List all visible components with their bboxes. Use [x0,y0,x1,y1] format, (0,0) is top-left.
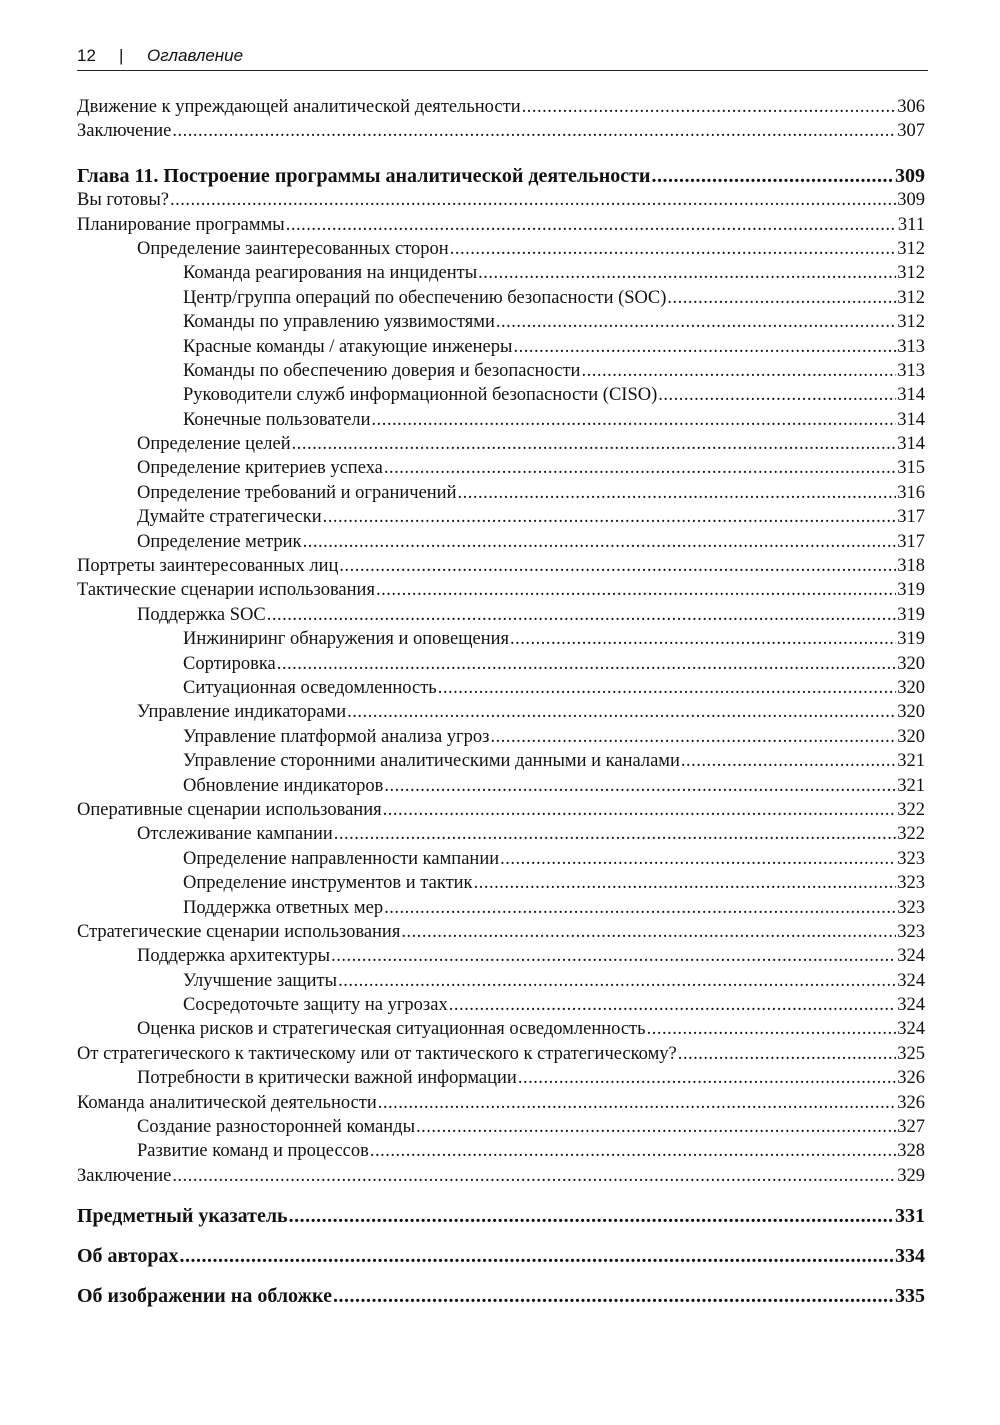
dot-leader [681,749,896,773]
toc-entry[interactable] [77,871,925,895]
toc-entry-page: 309 [897,190,925,211]
toc-entry-title: Команда аналитической деятельности [77,1092,377,1113]
dot-leader [438,676,897,700]
dot-leader [376,578,896,602]
toc-entry-page: 324 [897,995,925,1016]
toc-entry-page: 316 [897,482,925,503]
toc-entry-title: Поддержка ответных мер [183,897,384,918]
toc-entry-page: 319 [897,580,925,601]
dot-leader [522,95,897,119]
running-header [77,44,928,71]
toc-entry[interactable] [77,847,925,871]
toc-entry-page: 315 [897,458,925,479]
toc-entry-page: 324 [897,946,925,967]
toc-entry[interactable] [77,286,925,310]
toc-entry[interactable] [77,408,925,432]
toc-entry-title: Конечные пользователи [183,409,371,430]
toc-entry[interactable] [77,822,925,846]
toc-entry-page: 321 [897,775,925,796]
page-number: 12 [77,46,96,65]
toc-entry-page: 324 [897,1019,925,1040]
toc-entry-page: 327 [897,1117,925,1138]
toc-entry-title: Планирование программы [77,214,285,235]
dot-leader [474,871,897,895]
dot-leader [581,359,896,383]
toc-entry-page: 326 [897,1068,925,1089]
toc-entry[interactable] [77,261,925,285]
toc-entry-page: 313 [897,360,925,381]
toc-entry-page: 324 [897,970,925,991]
toc-entry-page: 326 [897,1092,925,1113]
toc-entry[interactable] [77,530,925,554]
toc-entry-title: Определение требований и ограничений [137,482,457,503]
toc-entry[interactable] [77,1091,925,1115]
dot-leader [510,627,896,651]
toc-entry-page: 312 [897,287,925,308]
toc-entry[interactable] [77,603,925,627]
toc-entry-title: Поддержка SOC [137,604,266,625]
toc-entry-title: Обновление индикаторов [183,775,384,796]
toc-entry-page: 319 [897,604,925,625]
toc-entry[interactable] [77,1139,925,1163]
dot-leader [378,1091,896,1115]
dot-leader [370,1139,896,1163]
dot-leader [651,164,894,188]
dot-leader [338,969,896,993]
toc-entry-page: 320 [897,726,925,747]
toc-entry-page: 319 [897,629,925,650]
toc-entry-page: 323 [897,921,925,942]
toc-entry-title: Определение заинтересованных сторон [137,238,449,259]
toc-entry[interactable] [77,652,925,676]
toc-entry-title: Поддержка архитектуры [137,946,331,967]
toc-entry[interactable] [77,1164,925,1188]
toc-entry[interactable] [77,627,925,651]
toc-entry[interactable] [77,237,925,261]
toc-entry-page: 317 [897,531,925,552]
toc-entry-title: Центр/группа операций по обеспечению безопасности (SOC) [183,287,667,308]
dot-leader [500,847,896,871]
dot-leader [347,700,896,724]
toc-chapter-entry[interactable] [77,164,925,188]
dot-leader [334,822,896,846]
toc-entry[interactable] [77,554,925,578]
dot-leader [333,1284,894,1308]
toc-entry[interactable] [77,920,925,944]
toc-entry-title: Команды по обеспечению доверия и безопасности [183,360,581,381]
toc-entry-page: 312 [897,263,925,284]
dot-leader [384,896,896,920]
toc-entry-title: Определение критериев успеха [137,458,383,479]
toc-entry-title: Тактические сценарии использования [77,580,375,601]
toc-entry[interactable] [77,310,925,334]
toc-entry[interactable] [77,505,925,529]
toc-entry-page: 318 [897,556,925,577]
toc-entry[interactable] [77,432,925,456]
toc-entry-page: 306 [897,97,925,117]
toc-entry-page: 311 [897,214,925,235]
toc-entry[interactable] [77,359,925,383]
toc-entry[interactable] [77,119,925,143]
table-of-contents [77,95,925,1310]
dot-leader [292,432,897,456]
toc-entry[interactable] [77,578,925,602]
toc-entry[interactable] [77,700,925,724]
dot-leader [478,261,896,285]
dot-leader [286,213,897,237]
toc-entry-page: 317 [897,507,925,528]
toc-major-entry[interactable] [77,1244,925,1270]
toc-entry-title: Команды по управлению уязвимостями [183,312,495,333]
dot-leader [384,774,896,798]
dot-leader [267,603,897,627]
dot-leader [458,481,897,505]
toc-entry-title: Определение инструментов и тактик [183,873,473,894]
toc-entry[interactable] [77,944,925,968]
toc-entry-title: Потребности в критически важной информации [137,1068,517,1089]
toc-entry-title: Управление индикаторами [137,702,347,723]
toc-entry-page: 309 [895,164,925,187]
toc-entry[interactable] [77,188,925,212]
toc-entry[interactable] [77,725,925,749]
toc-entry-title: Команда реагирования на инциденты [183,263,478,284]
toc-entry-title: Красные команды / атакующие инженеры [183,336,513,357]
toc-entry-title: Предметный указатель [77,1205,288,1228]
toc-entry[interactable] [77,798,925,822]
dot-leader [401,920,896,944]
dot-leader [172,1164,896,1188]
dot-leader [513,335,896,359]
toc-entry-title: Стратегические сценарии использования [77,921,401,942]
dot-leader [323,505,897,529]
toc-entry-title: Создание разносторонней команды [137,1117,416,1138]
toc-entry-page: 320 [897,702,925,723]
toc-entry[interactable] [77,95,925,119]
toc-entry[interactable] [77,481,925,505]
toc-entry-title: Заключение [77,121,172,142]
toc-entry-page: 323 [897,848,925,869]
toc-entry-page: 328 [897,1141,925,1162]
toc-entry-title: Управление платформой анализа угроз [183,726,490,747]
dot-leader [277,652,897,676]
toc-entry-page: 313 [897,336,925,357]
dot-leader [518,1066,896,1090]
toc-entry[interactable] [77,1017,925,1041]
toc-entry-title: Сортировка [183,653,276,674]
toc-entry-title: Отслеживание кампании [137,824,333,845]
dot-leader [170,188,896,212]
toc-entry[interactable] [77,774,925,798]
toc-entry-title: Определение направленности кампании [183,848,500,869]
toc-entry-page: 322 [897,799,925,820]
toc-entry[interactable] [77,1042,925,1066]
toc-entry[interactable] [77,1066,925,1090]
dot-leader [416,1115,896,1139]
toc-entry[interactable] [77,335,925,359]
toc-major-entry[interactable] [77,1284,925,1310]
toc-entry[interactable] [77,213,925,237]
toc-entry-page: 325 [897,1043,925,1064]
toc-entry-title: Думайте стратегически [137,507,322,528]
toc-entry-title: Оперативные сценарии использования [77,799,382,820]
toc-entry-page: 312 [897,312,925,333]
toc-entry-page: 314 [897,385,925,406]
toc-entry[interactable] [77,896,925,920]
toc-entry-page: 314 [897,409,925,430]
toc-entry-page: 331 [895,1205,925,1228]
toc-entry-title: Оценка рисков и стратегическая ситуационная осведомленность [137,1019,646,1040]
toc-entry-page: 329 [897,1165,925,1186]
header-separator: | [119,46,124,65]
toc-entry-title: Руководители служб информационной безопасности (CISO) [183,385,658,406]
toc-entry-page: 312 [897,238,925,259]
toc-entry[interactable] [77,383,925,407]
toc-entry-page: 314 [897,434,925,455]
toc-entry-title: Определение метрик [137,531,302,552]
toc-entry-page: 322 [897,824,925,845]
toc-entry[interactable] [77,749,925,773]
toc-entry-page: 334 [895,1245,925,1268]
dot-leader [303,530,897,554]
dot-leader [289,1204,894,1228]
toc-entry-page: 320 [897,653,925,674]
dot-leader [667,286,896,310]
toc-entry-title: Инжиниринг обнаружения и оповещения [183,629,510,650]
dot-leader [384,456,896,480]
dot-leader [449,993,897,1017]
dot-leader [496,310,896,334]
toc-entry[interactable] [77,456,925,480]
dot-leader [339,554,896,578]
toc-entry-title: От стратегического к тактическому или от тактического к стратегическому? [77,1043,677,1064]
dot-leader [450,237,897,261]
toc-entry-title: Заключение [77,1165,172,1186]
dot-leader [647,1017,897,1041]
toc-entry-title: Сосредоточьте защиту на угрозах [183,995,448,1016]
toc-entry-title: Улучшение защиты [183,970,338,991]
dot-leader [678,1042,897,1066]
toc-entry-title: Об авторах [77,1245,179,1268]
dot-leader [658,383,896,407]
toc-entry[interactable] [77,993,925,1017]
dot-leader [490,725,896,749]
toc-entry-title: Развитие команд и процессов [137,1141,369,1162]
toc-entry-title: Портреты заинтересованных лиц [77,556,339,577]
dot-leader [371,408,896,432]
toc-entry-page: 307 [897,121,925,142]
toc-entry-page: 321 [897,751,925,772]
toc-entry-title: Глава 11. Построение программы аналитической деятельности [77,164,651,187]
dot-leader [180,1244,894,1268]
toc-entry-title: Определение целей [137,434,291,455]
toc-entry-title: Вы готовы? [77,190,169,211]
toc-entry-title: Движение к упреждающей аналитической деятельности [77,97,521,117]
toc-entry[interactable] [77,676,925,700]
dot-leader [331,944,896,968]
dot-leader [383,798,897,822]
toc-entry-page: 323 [897,873,925,894]
toc-entry-page: 320 [897,677,925,698]
toc-entry-page: 335 [895,1285,925,1308]
header-title: Оглавление [147,46,244,65]
toc-major-entry[interactable] [77,1204,925,1230]
toc-entry-title: Ситуационная осведомленность [183,677,437,698]
dot-leader [172,119,896,143]
toc-entry-page: 323 [897,897,925,918]
toc-entry-title: Управление сторонними аналитическими данными и каналами [183,751,680,772]
toc-entry[interactable] [77,969,925,993]
toc-entry-title: Об изображении на обложке [77,1285,332,1308]
toc-entry[interactable] [77,1115,925,1139]
